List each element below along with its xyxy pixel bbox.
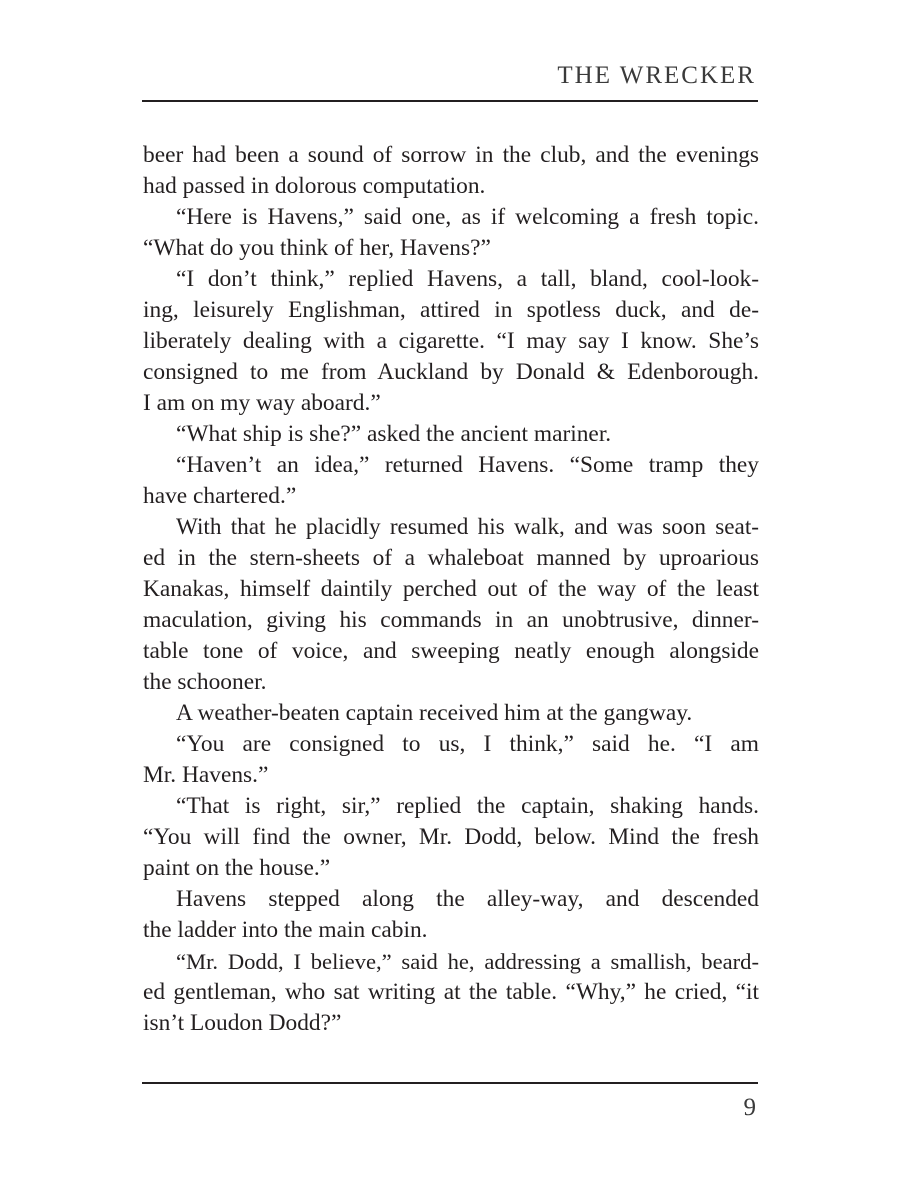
text-line: Mr. Havens.” [143,762,269,788]
paragraph [143,419,759,450]
text-line: ing, leisurely Englishman, attired in spotless duck, and de- [143,297,759,323]
header-rule [142,100,758,102]
text-line: A weather-beaten captain received him at the gangway. [176,700,693,726]
text-line: “You will find the owner, Mr. Dodd, below. Mind the fresh [143,824,759,850]
text-line: Havens stepped along the alley-way, and descended [176,886,759,912]
text-line: “Here is Havens,” said one, as if welcoming a fresh topic. [176,204,759,230]
running-head-title: THE WRECKER [557,62,756,89]
paragraph [143,791,759,884]
text-line: ed gentleman, who sat writing at the table. “Why,” he cried, “it [143,979,759,1005]
footer-rule [142,1082,758,1084]
text-line: isn’t Loudon Dodd?” [143,1010,342,1036]
text-line: ed in the stern-sheets of a whaleboat manned by uproarious [143,545,759,571]
text-line: the schooner. [143,669,267,695]
text-line: Kanakas, himself daintily perched out of the way of the least [143,576,759,602]
text-line: “I don’t think,” replied Havens, a tall, bland, cool-look- [176,266,759,292]
text-line: have chartered.” [143,483,297,509]
text-line: maculation, giving his commands in an unobtrusive, dinner- [143,607,759,633]
text-line: “What ship is she?” asked the ancient mariner. [176,421,612,447]
text-line: beer had been a sound of sorrow in the club, and the evenings [143,142,759,168]
text-line: table tone of voice, and sweeping neatly enough alongside [143,638,759,664]
paragraph [143,512,759,698]
body-text [143,140,759,1039]
text-line: the ladder into the main cabin. [143,917,428,943]
text-line: “What do you think of her, Havens?” [143,235,491,261]
paragraph [143,264,759,419]
paragraph [143,698,759,729]
paragraph [143,450,759,512]
text-line: “Haven’t an idea,” returned Havens. “Some tramp they [176,452,759,478]
paragraph [143,140,759,202]
paragraph [143,202,759,264]
text-line: consigned to me from Auckland by Donald & Edenborough. [143,359,759,385]
text-line: I am on my way aboard.” [143,390,381,416]
text-line: “That is right, sir,” replied the captain, shaking hands. [176,793,759,819]
text-line: had passed in dolorous computation. [143,173,486,199]
paragraph [143,729,759,791]
text-line: liberately dealing with a cigarette. “I may say I know. She’s [143,328,759,354]
text-line: paint on the house.” [143,855,331,881]
paragraph [143,946,759,1039]
paragraph [143,884,759,946]
page-number: 9 [743,1094,756,1121]
text-line: “You are consigned to us, I think,” said he. “I am [176,731,759,757]
text-line: “Mr. Dodd, I believe,” said he, addressing a smallish, beard- [176,949,759,974]
text-line: With that he placidly resumed his walk, and was soon seat- [176,514,759,540]
